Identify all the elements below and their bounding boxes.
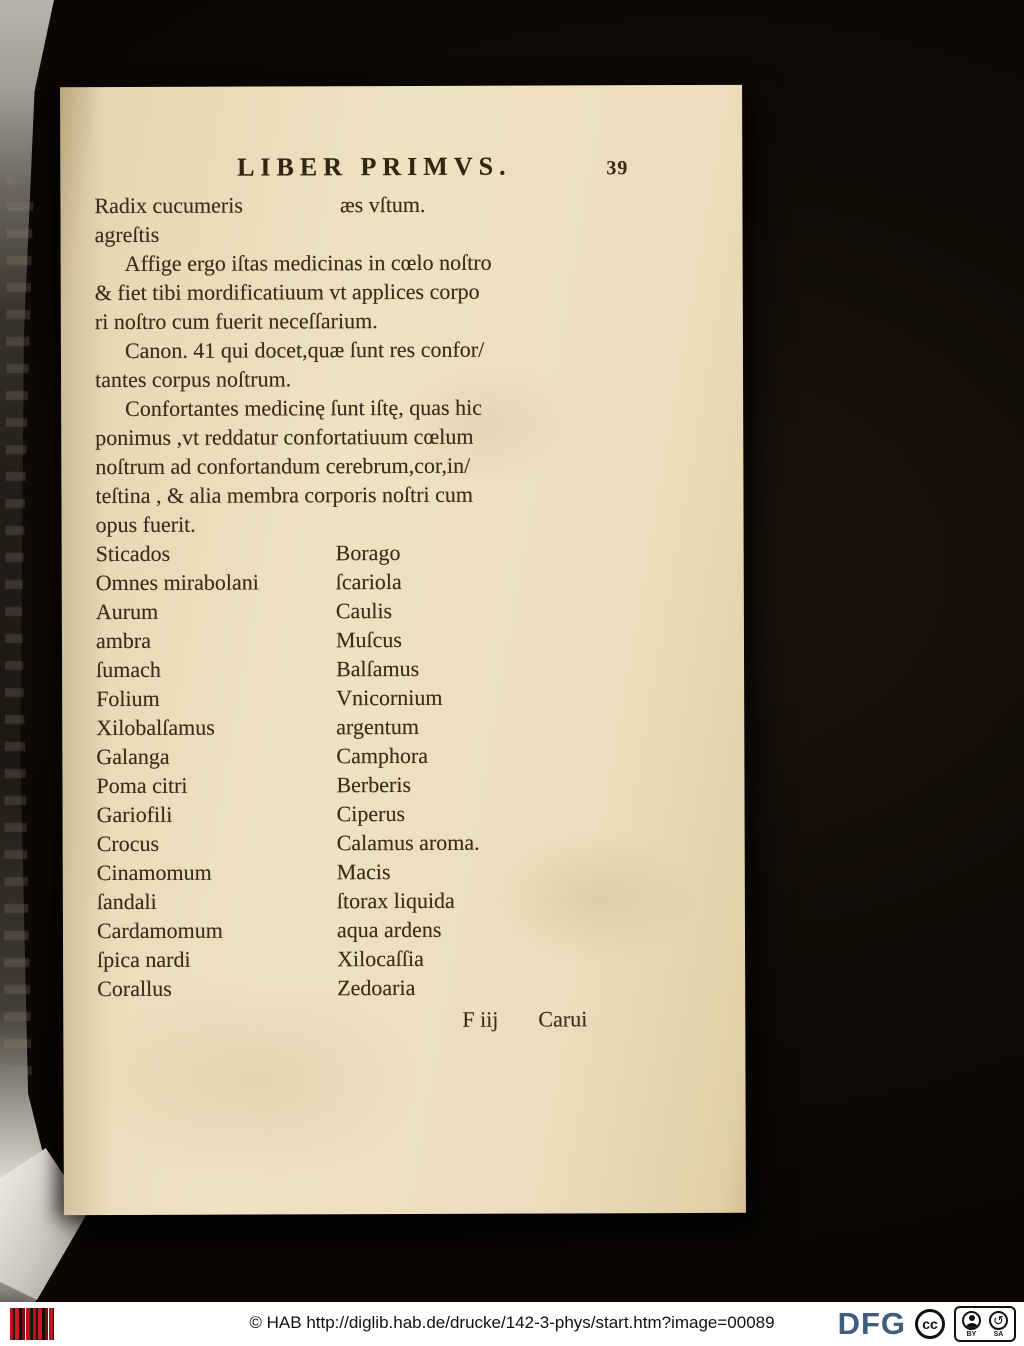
remedy-right: Caulis [335,598,393,624]
footer-logos [838,1306,1016,1342]
text-line: Confortantes medicinę ſunt iſtę, quas hic [125,394,483,421]
signature-mark: F iij [462,1006,499,1032]
remedy-row [97,885,657,916]
remedy-row [97,943,657,974]
remedy-row [96,653,656,684]
cc-by-label: BY [966,1331,977,1338]
remedy-row [96,682,656,713]
remedy-left: ambra [95,627,151,654]
carryover-row [94,218,654,249]
remedy-right: Calamus aroma. [336,829,480,856]
cc-sa-item [989,1311,1008,1338]
remedy-right: Vnicornium [336,684,443,711]
text-line: noſtrum ad confortandum cerebrum,cor,in/ [95,452,471,480]
text-line: & fiet tibi mordificatiuum vt applices corpo [94,278,480,306]
running-title: LIBER PRIMVS. [237,151,512,182]
cc-sa-label: SA [993,1331,1004,1338]
cc-sa-arrow-icon: ↺ [989,1311,1008,1330]
remedy-row [97,856,657,887]
remedy-row [96,711,656,742]
remedy-left: ſumach [96,656,161,683]
remedy-right: Zedoaria [337,974,416,1001]
remedy-row [96,566,656,597]
remedy-right: aqua ardens [336,916,442,943]
carryover-right: æs vſtum. [339,191,426,218]
carryover-row [94,189,654,220]
remedy-row [96,595,656,626]
remedy-left: Galanga [96,743,170,770]
cc-by-sa-badge[interactable] [954,1306,1016,1342]
remedy-right: Camphora [336,742,429,769]
footer-bar [0,1302,1024,1346]
remedy-left: ſpica nardi [97,946,191,973]
signature-row [97,1004,657,1035]
ghost-text-marks [3,175,36,1085]
remedy-row [96,769,656,800]
catchword: Carui [538,1006,588,1032]
remedy-right: Ciperus [336,800,406,827]
remedy-left: ſandali [96,888,157,915]
remedy-left: Omnes mirabolani [95,569,259,596]
remedy-left: Cardamomum [96,917,223,944]
cc-by-person-icon [962,1311,981,1330]
text-line: Affige ergo iſtas medicinas in cœlo noſtro [124,249,492,276]
remedy-row [96,624,656,655]
remedy-list [96,537,658,1003]
text-line: opus fuerit. [95,511,196,538]
remedy-left: Aurum [95,598,159,625]
remedy-left: Sticados [95,540,171,567]
paragraphs [95,247,656,539]
remedy-right: Muſcus [335,627,403,653]
remedy-right: Macis [336,859,391,885]
remedy-right: ſcariola [335,569,402,595]
page-header [94,151,654,187]
remedy-left: Poma citri [96,772,188,799]
dfg-logo[interactable]: DFG [837,1306,906,1341]
text-line: ponimus ,vt reddatur confortatiuum cœlum [95,423,474,451]
remedy-left: Folium [96,685,160,712]
remedy-right: Balſamus [336,655,420,682]
page-number: 39 [606,157,629,180]
text-line: Canon. 41 qui docet,quæ ſunt res confor/ [124,336,485,363]
carryover-list [94,189,654,249]
remedy-right: Xilocaſſia [337,945,424,972]
carryover-left: Radix cucumeris [94,192,243,219]
remedy-row [97,972,657,1003]
remedy-left: Corallus [97,975,172,1002]
text-line: ri noſtro cum fuerit neceſſarium. [94,308,378,335]
remedy-row [96,740,656,771]
remedy-right: ſtorax liquida [336,887,455,914]
remedy-left: Cinamomum [96,859,212,886]
remedy-left: Xilobalſamus [96,714,215,741]
cc-logo-icon[interactable]: cc [915,1309,945,1339]
copyright-line: © HAB http://diglib.hab.de/drucke/142-3-phys/start.htm?image=00089 [249,1313,775,1332]
remedy-right: Borago [335,540,401,566]
remedy-row [97,798,657,829]
remedy-right: Berberis [336,771,412,798]
carryover-left: agreſtis [94,221,160,248]
text-line: teſtina , & alia membra corporis noſtri cum [95,481,474,509]
remedy-row [97,827,657,858]
book-page [60,85,746,1215]
remedy-left: Gariofili [96,801,173,828]
remedy-left: Crocus [96,830,160,857]
remedy-row [97,914,657,945]
remedy-right: argentum [336,713,419,740]
remedy-row [96,537,656,568]
cc-by-item [962,1311,981,1338]
text-line: tantes corpus noſtrum. [95,366,292,393]
